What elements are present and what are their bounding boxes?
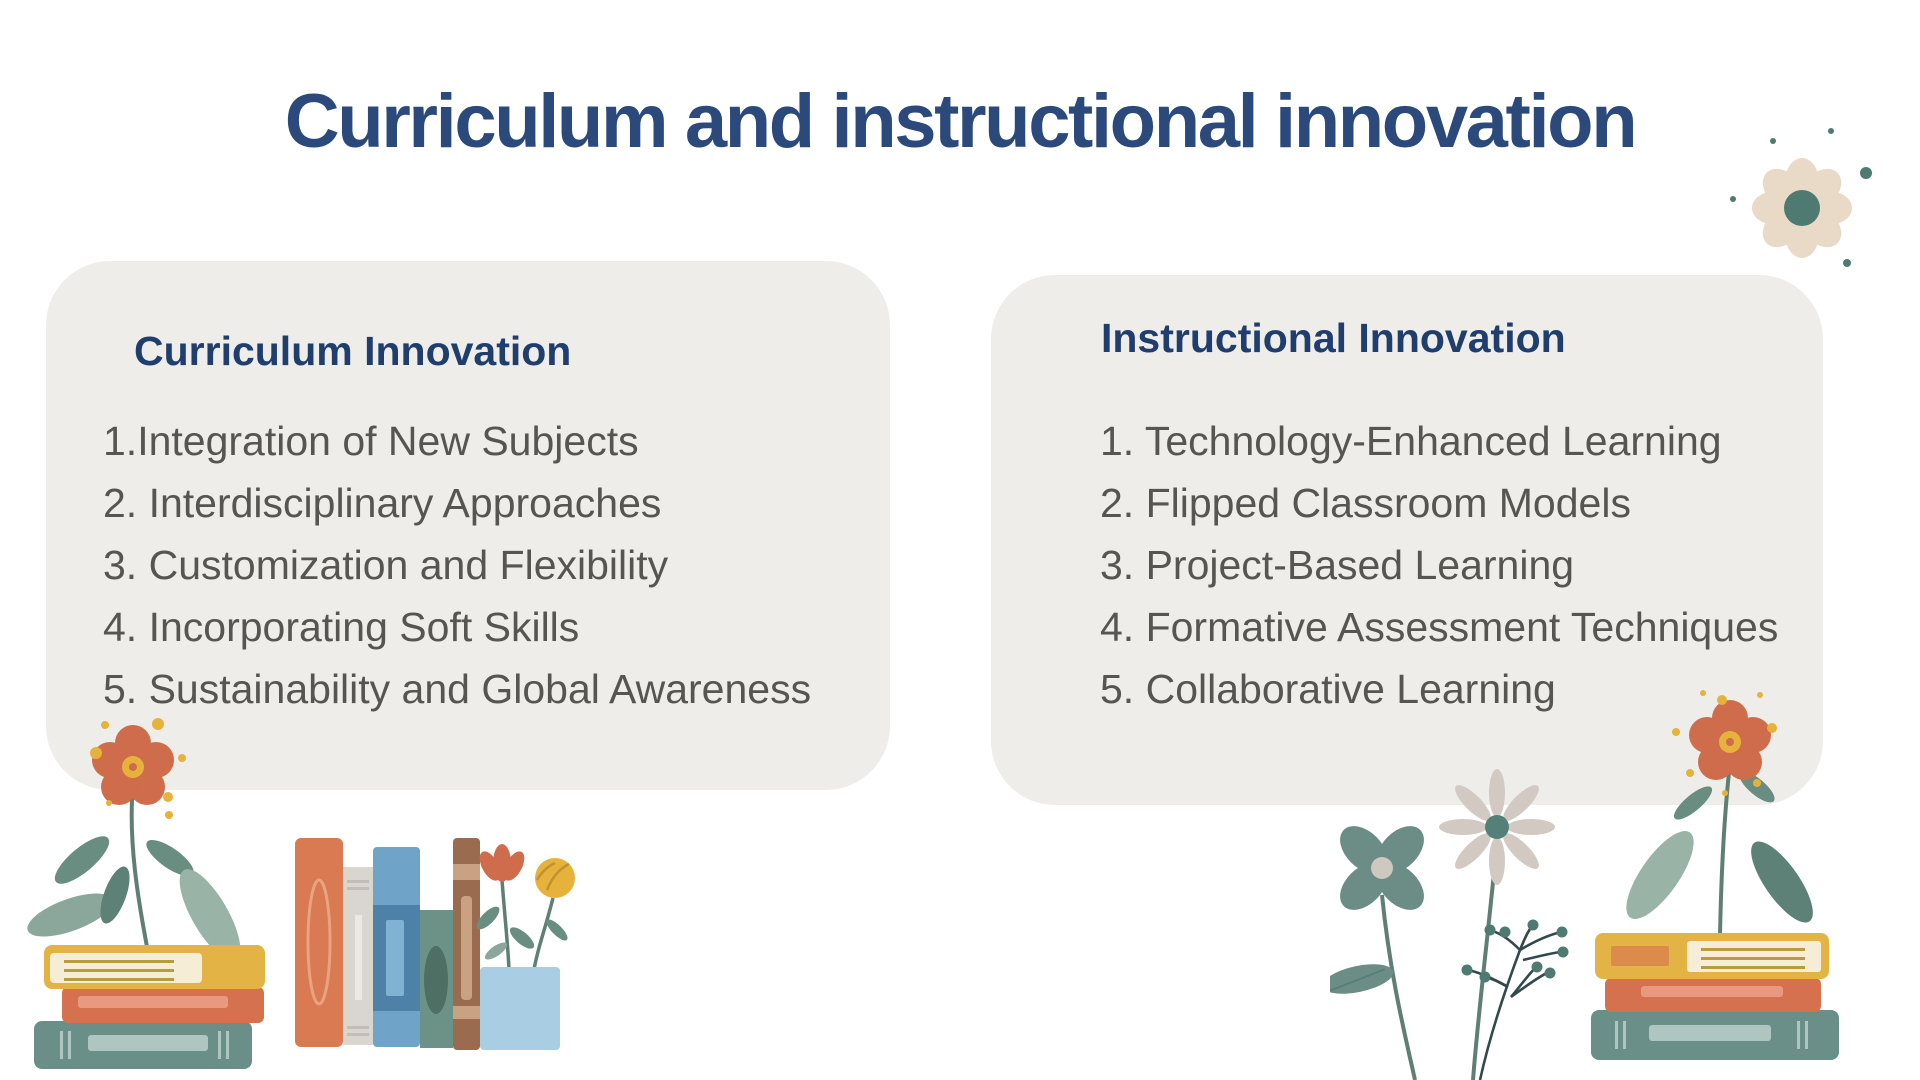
curriculum-list xyxy=(103,410,811,720)
list-item: 2. Flipped Classroom Models xyxy=(1100,479,1631,526)
page-title: Curriculum and instructional innovation xyxy=(284,79,1636,164)
sprig-buds xyxy=(1462,920,1569,983)
book-row-icon xyxy=(285,830,620,1060)
list-item: 1.Integration of New Subjects xyxy=(103,417,639,464)
book-stack xyxy=(34,945,265,1069)
list-item: 1. Technology-Enhanced Learning xyxy=(1100,417,1722,464)
list-item: 5. Collaborative Learning xyxy=(1100,665,1556,712)
list-item: 4. Incorporating Soft Skills xyxy=(103,603,580,650)
curriculum-card-heading: Curriculum Innovation xyxy=(134,328,572,374)
instructional-card-heading: Instructional Innovation xyxy=(1101,315,1566,361)
list-item: 3. Customization and Flexibility xyxy=(103,541,669,588)
list-item: 4. Formative Assessment Techniques xyxy=(1100,603,1779,650)
beige-daisy xyxy=(1752,158,1852,258)
planter-flowers xyxy=(473,844,575,1050)
leaves xyxy=(22,829,251,969)
instructional-list xyxy=(1100,410,1778,720)
list-item: 2. Interdisciplinary Approaches xyxy=(103,479,662,526)
book-stack xyxy=(1591,933,1839,1060)
list-item: 3. Project-Based Learning xyxy=(1100,541,1575,588)
clover-flower xyxy=(1331,817,1433,919)
sprig xyxy=(1469,925,1562,1080)
list-item: 5. Sustainability and Global Awareness xyxy=(103,665,812,712)
